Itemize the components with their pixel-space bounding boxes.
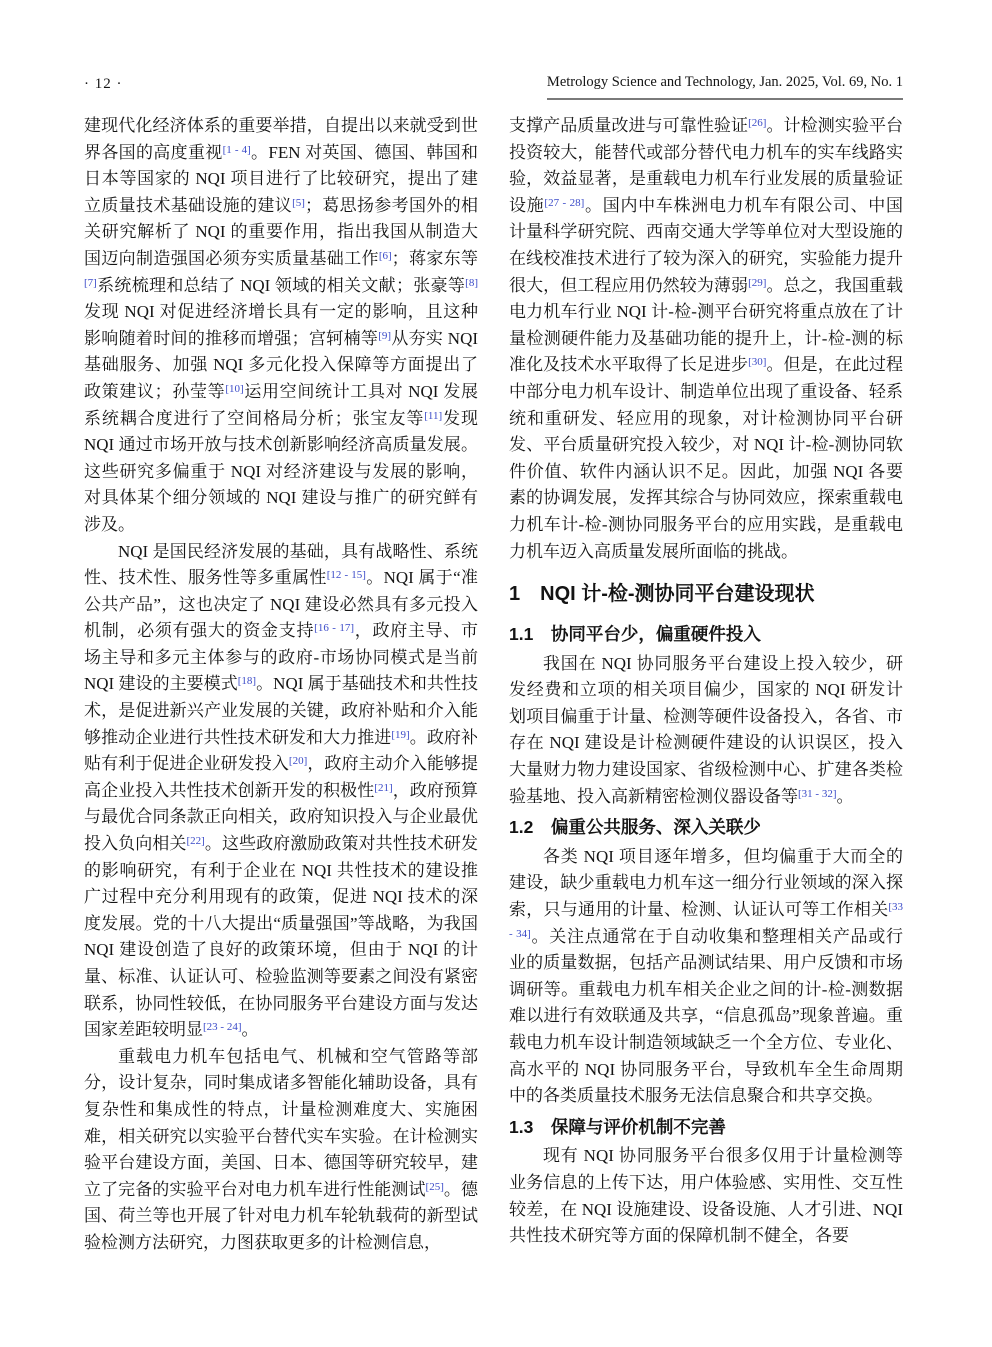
left-column xyxy=(84,113,478,1257)
paragraph: 我国在 NQI 协同服务平台建设上投入较少，研发经费和立项的相关项目偏少，国家的 NQI 研发计划项目偏重于计量、检测等硬件设备投入，各省、市存在 NQI 建设是计检测硬件建设的认识误区，投入大量财力物力建设国家、省级检测中心、扩建各类检验基地、投入高新精密检测仪器设备等[31 - 32]。 xyxy=(509,653,903,806)
citation-link[interactable]: [26] xyxy=(748,117,767,129)
citation-link[interactable]: [33 - 34] xyxy=(509,901,903,940)
citation-link[interactable]: [1 - 4] xyxy=(222,143,251,156)
paragraph: 现有 NQI 协同服务平台很多仅用于计量检测等业务信息的上传下达，用户体验感、实用性、交互性较差，在 NQI 设施建设、设备设施、人才引进、NQI 共性技术研究等方面的保障机制不健全，各要 xyxy=(509,1146,903,1246)
two-column-body xyxy=(84,113,903,1257)
citation-link[interactable]: [18] xyxy=(237,675,257,688)
citation-link[interactable]: [21] xyxy=(374,781,393,794)
subsection-heading: 1.1 协同平台少，偏重硬件投入 xyxy=(509,624,761,645)
citation-link[interactable]: [5] xyxy=(292,196,305,209)
citation-link[interactable]: [31 - 32] xyxy=(798,787,837,800)
citation-link[interactable]: [27 - 28] xyxy=(544,196,585,209)
citation-link[interactable]: [10] xyxy=(225,382,244,395)
subsection-heading: 1.3 保障与评价机制不完善 xyxy=(509,1116,726,1137)
running-header xyxy=(84,74,903,100)
paragraph: 建现代化经济体系的重要举措，自提出以来就受到世界各国的高度重视[1 - 4]。FEN 对英国、德国、韩国和日本等国家的 NQI 项目进行了比较研究，提出了建立质量技术基础设施的建议[5]；葛思扬参考国外的相关研究解析了 NQI 的重要作用，指出我国从制造大国迈向制造强国必须夯实质量基础工作[6]；蒋家东等[7]系统梳理和总结了 NQI 领域的相关文献；张豪等[8]发现 NQI 对促进经济增长具有一定的影响，且这种影响随着时间的推移而增强；宫轲楠等[9]从夯实 NQI 基础服务、加强 NQI 多元化投入保障等方面提出了政策建议；孙莹等[10]运用空间统计工具对 NQI 发展系统耦合度进行了空间格局分析；张宝友等[11]发现 NQI 通过市场开放与技术创新影响经济高质量发展。这些研究多偏重于 NQI 对经济建设与发展的影响，对具体某个细分领域的 NQI 建设与推广的研究鲜有涉及。 xyxy=(84,116,479,534)
right-column xyxy=(509,113,903,1257)
citation-link[interactable]: [16 - 17] xyxy=(314,622,355,635)
citation-link[interactable]: [30] xyxy=(748,356,767,369)
journal-header-line: Metrology Science and Technology, Jan. 2025, Vol. 69, No. 1 xyxy=(547,74,903,100)
citation-link[interactable]: [29] xyxy=(748,276,767,289)
citation-link[interactable]: [19] xyxy=(391,728,410,741)
citation-link[interactable]: [9] xyxy=(378,329,392,342)
citation-link[interactable]: [20] xyxy=(288,755,308,768)
citation-link[interactable]: [11] xyxy=(424,409,443,422)
citation-link[interactable]: [7] xyxy=(84,276,97,289)
page-number: · 12 · xyxy=(84,76,123,92)
section-heading: 1 NQI 计-检-测协同平台建设现状 xyxy=(509,583,815,606)
citation-link[interactable]: [8] xyxy=(465,276,478,289)
citation-link[interactable]: [12 - 15] xyxy=(326,569,366,582)
subsection-heading: 1.2 偏重公共服务、深入关联少 xyxy=(509,817,761,838)
citation-link[interactable]: [22] xyxy=(186,835,205,848)
citation-link[interactable]: [25] xyxy=(425,1180,444,1193)
paragraph: 重载电力机车包括电气、机械和空气管路等部分，设计复杂，同时集成诸多智能化辅助设备，具有复杂性和集成性的特点，计量检测难度大、实施困难，相关研究以实验平台替代实车实验。在计检测实验平台建设方面，美国、日本、德国等研究较早，建立了完备的实验平台对电力机车进行性能测试[25]。德国、荷兰等也开展了针对电力机车轮轨载荷的新型试验检测方法研究，力图获取更多的计检测信息， xyxy=(84,1046,479,1252)
paragraph: 各类 NQI 项目逐年增多，但均偏重于大而全的建设，缺少重载电力机车这一细分行业领域的深入探索，只与通用的计量、检测、认证认可等工作相关[33 - 34]。关注点通常在于自动收集和整理相关产品或行业的质量数据，包括产品测试结果、用户反馈和市场调研等。重载电力机车相关企业之间的计-检-测数据难以进行有效联通及共享，“信息孤岛”现象普遍。重载电力机车设计制造领域缺乏一个全方位、专业化、高水平的 NQI 协同服务平台，导致机车全生命周期中的各类质量技术服务无法信息聚合和共享交换。 xyxy=(509,846,904,1106)
paragraph: NQI 是国民经济发展的基础，具有战略性、系统性、技术性、服务性等多重属性[12 - 15]。NQI 属于“准公共产品”，这也决定了 NQI 建设必然具有多元投入机制，必须有强大的资金支持[16 - 17]，政府主导、市场主导和多元主体参与的政府-市场协同模式是当前 NQI 建设的主要模式[18]。NQI 属于基础技术和共性技术，是促进新兴产业发展的关键，政府补贴和介入能够推动企业进行共性技术研发和大力推进[19]。政府补贴有利于促进企业研发投入[20]，政府主动介入能够提高企业投入共性技术创新开发的积极性[21]，政府预算与最优合同条款正向相关，政府知识投入与企业最优投入负向相关[22]。这些政府激励政策对共性技术研发的影响研究，有利于企业在 NQI 共性技术的建设推广过程中充分利用现有的政策，促进 NQI 技术的深度发展。党的十八大提出“质量强国”等战略，为我国 NQI 建设创造了良好的政策环境，但由于 NQI 的计量、标准、认证认可、检验监测等要素之间没有紧密联系，协同性较低，在协同服务平台建设方面与发达国家差距较明显[23 - 24]。 xyxy=(84,541,479,1040)
citation-link[interactable]: [23 - 24] xyxy=(203,1021,242,1034)
citation-link[interactable]: [6] xyxy=(378,249,392,262)
paragraph: 支撑产品质量改进与可靠性验证[26]。计检测实验平台投资较大，能替代或部分替代电力机车的实车线路实验，效益显著，是重载电力机车行业发展的质量验证设施[27 - 28]。国内中车株洲电力机车有限公司、中国计量科学研究院、西南交通大学等单位对大型设施的在线校准技术进行了较为深入的研究，实验能力提升很大，但工程应用仍然较为薄弱[29]。总之，我国重载电力机车行业 NQI 计-检-测平台研究将重点放在了计量检测硬件能力及基础功能的提升上，计-检-测的标准化及技术水平取得了长足进步[30]。但是，在此过程中部分电力机车设计、制造单位出现了重设备、轻系统和重研发、轻应用的现象，对计检测协同平台研发、平台质量研究投入较少，对 NQI 计-检-测协同软件价值、软件内涵认识不足。因此，加强 NQI 各要素的协调发展，发挥其综合与协同效应，探索重载电力机车计-检-测协同服务平台的应用实践，是重载电力机车迈入高质量发展所面临的挑战。 xyxy=(509,116,904,561)
